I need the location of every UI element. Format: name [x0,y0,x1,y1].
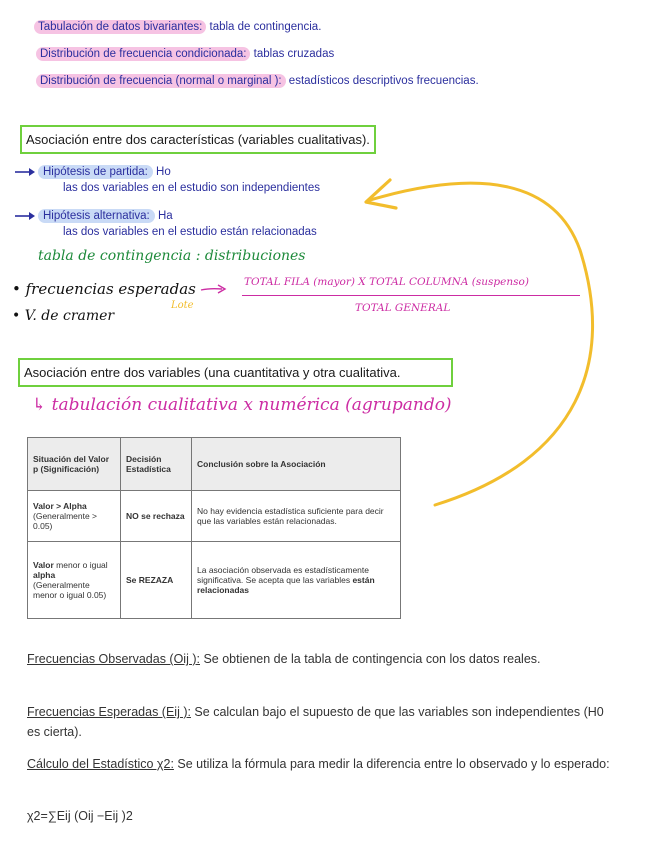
cell-bold: NO se rechaza [126,511,185,521]
formula-denominator: TOTAL GENERAL [355,302,451,314]
table-row [28,491,401,542]
paragraph-text: Se calculan bajo el supuesto de que las variables son independientes (H0 es cierta). [27,705,604,739]
paragraph-observed [27,649,617,669]
bullet-2-text: V. de cramer [24,308,115,324]
cell-bold: están relacionadas [197,575,375,595]
definition-2 [36,48,334,60]
definition-term: Distribución de frecuencia condicionada: [36,47,250,61]
hook-arrow-icon: ↳ [32,395,47,415]
ha-label: Hipótesis alternativa: [38,209,155,223]
ha-desc: las dos variables en el estudio están relacionadas [63,226,317,238]
h0-line [38,166,171,178]
ha-value: Ha [154,210,173,222]
paragraph-term: Frecuencias Observadas (Oij ): [27,652,200,666]
handwritten-arrow-icon [200,282,230,301]
paragraph-text: Se utiliza la fórmula para medir la diferencia entre lo observado y lo esperado: [173,757,610,771]
definition-desc: tablas cruzadas [250,48,335,60]
cell-text: (Generalmente > 0.05) [33,511,98,531]
definition-1 [34,21,321,33]
paragraph-term: Cálculo del Estadístico χ2: [27,757,174,771]
bullet-1-text: frecuencias esperadas [25,280,196,298]
cell-bold: Se REZAZA [126,575,174,585]
paragraph-expected [27,702,617,742]
definition-desc: tabla de contingencia. [206,21,322,33]
conclusion-table [27,437,401,619]
formula-numerator: TOTAL FILA (mayor) X TOTAL COLUMNA (suspenso) [244,276,529,288]
handwritten-bullet-1: • frecuencias esperadas [12,280,196,298]
table-cell [121,491,192,542]
table-cell: No hay evidencia estadística suficiente para decir que las variables están relacionadas. [192,491,401,542]
cell-text: (Generalmente menor o igual 0.05) [33,580,107,600]
handwritten-bullet-2: • V. de cramer [12,308,115,324]
arrow-h0-icon [14,165,36,183]
h0-label: Hipótesis de partida: [38,165,153,179]
h0-desc: las dos variables en el estudio son independientes [63,182,321,194]
definition-term: Tabulación de datos bivariantes: [34,20,206,34]
paragraph-text: Se obtienen de la tabla de contingencia con los datos reales. [199,652,541,666]
table-cell [192,542,401,619]
cell-bold: Valor [33,560,54,570]
handwritten-green-note: tabla de contingencia : distribuciones [38,248,306,264]
table-header-cell: Conclusión sobre la Asociación [192,438,401,491]
handwritten-lote-note: Lote [171,300,194,311]
section1-title: Asociación entre dos características (variables cualitativas). [20,125,376,154]
cell-text: menor o igual [53,560,108,570]
arrow-ha-icon [14,209,36,227]
table-header-row [28,438,401,491]
paragraph-chi-square [27,754,617,774]
definition-desc: estadísticos descriptivos frecuencias. [285,75,479,87]
table-header-cell: Decisión Estadística [121,438,192,491]
table-cell [121,542,192,619]
definition-term: Distribución de frecuencia (normal o marginal ): [36,74,286,88]
section2-title: Asociación entre dos variables (una cuantitativa y otra cualitativa. [18,358,453,387]
table-header-cell: Situación del Valor p (Significación) [28,438,121,491]
cell-text: La asociación observada es estadísticamente significativa. Se acepta que las variables [197,565,369,585]
ha-line [38,210,173,222]
definition-3 [36,75,479,87]
table-row [28,542,401,619]
chi-square-formula: χ2=∑Eij (Oij −Eij )2 [27,809,133,823]
table-cell [28,542,121,619]
paragraph-term: Frecuencias Esperadas (Eij ): [27,705,191,719]
cell-bold: Valor > Alpha [33,501,87,511]
magenta-note-text: tabulación cualitativa x numérica (agrupando) [51,395,452,415]
table-cell [28,491,121,542]
cell-bold: alpha [33,570,56,580]
h0-value: Ho [152,166,171,178]
